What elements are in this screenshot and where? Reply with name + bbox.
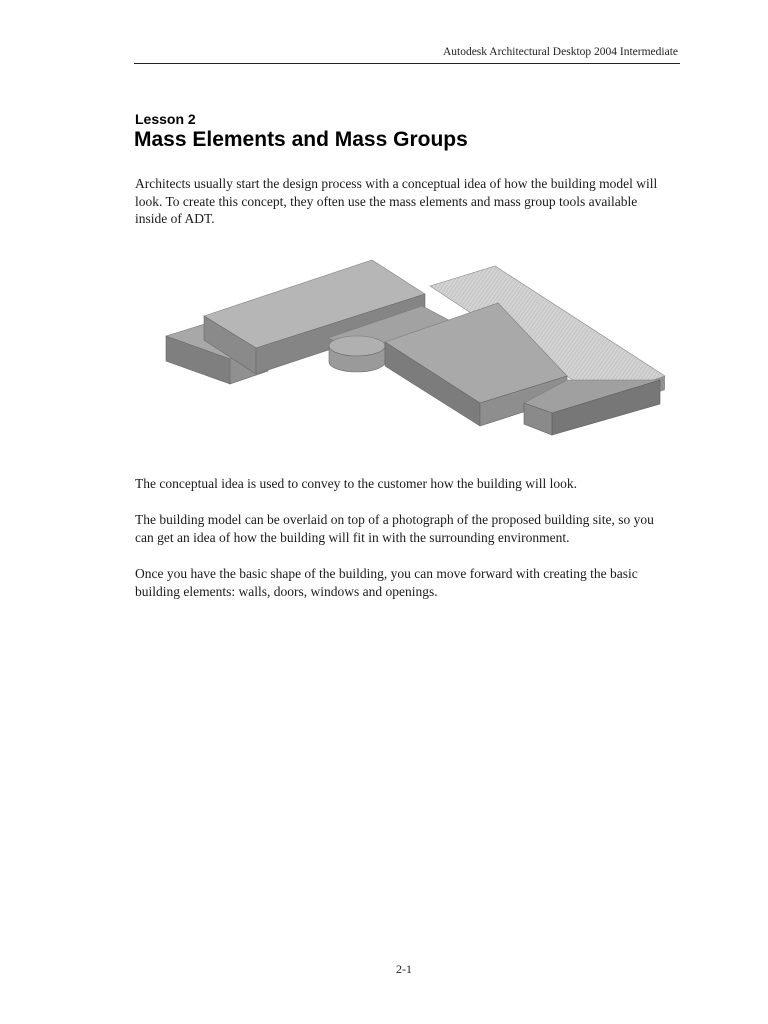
intro-paragraph: Architects usually start the design process with a conceptual idea of how the building model will look. To create this concept, they often use the mass elements and mass group tools available inside of ADT. bbox=[135, 176, 658, 226]
mass-model-illustration bbox=[160, 258, 670, 438]
paragraph-conceptual: The conceptual idea is used to convey to the customer how the building will look. bbox=[135, 476, 578, 491]
paragraph-basic-shape: Once you have the basic shape of the building, you can move forward with creating the basic building elements: walls, doors, windows and openings. bbox=[135, 566, 638, 599]
running-header: Autodesk Architectural Desktop 2004 Intermediate bbox=[442, 46, 678, 58]
lesson-label: Lesson 2 bbox=[135, 111, 196, 127]
page-number: 2-1 bbox=[396, 962, 412, 976]
lesson-title: Mass Elements and Mass Groups bbox=[134, 128, 468, 151]
paragraph-overlay: The building model can be overlaid on top of a photograph of the proposed building site, so you can get an idea of how the building will fit in with the surrounding environment. bbox=[135, 512, 654, 545]
header-rule bbox=[134, 63, 680, 64]
